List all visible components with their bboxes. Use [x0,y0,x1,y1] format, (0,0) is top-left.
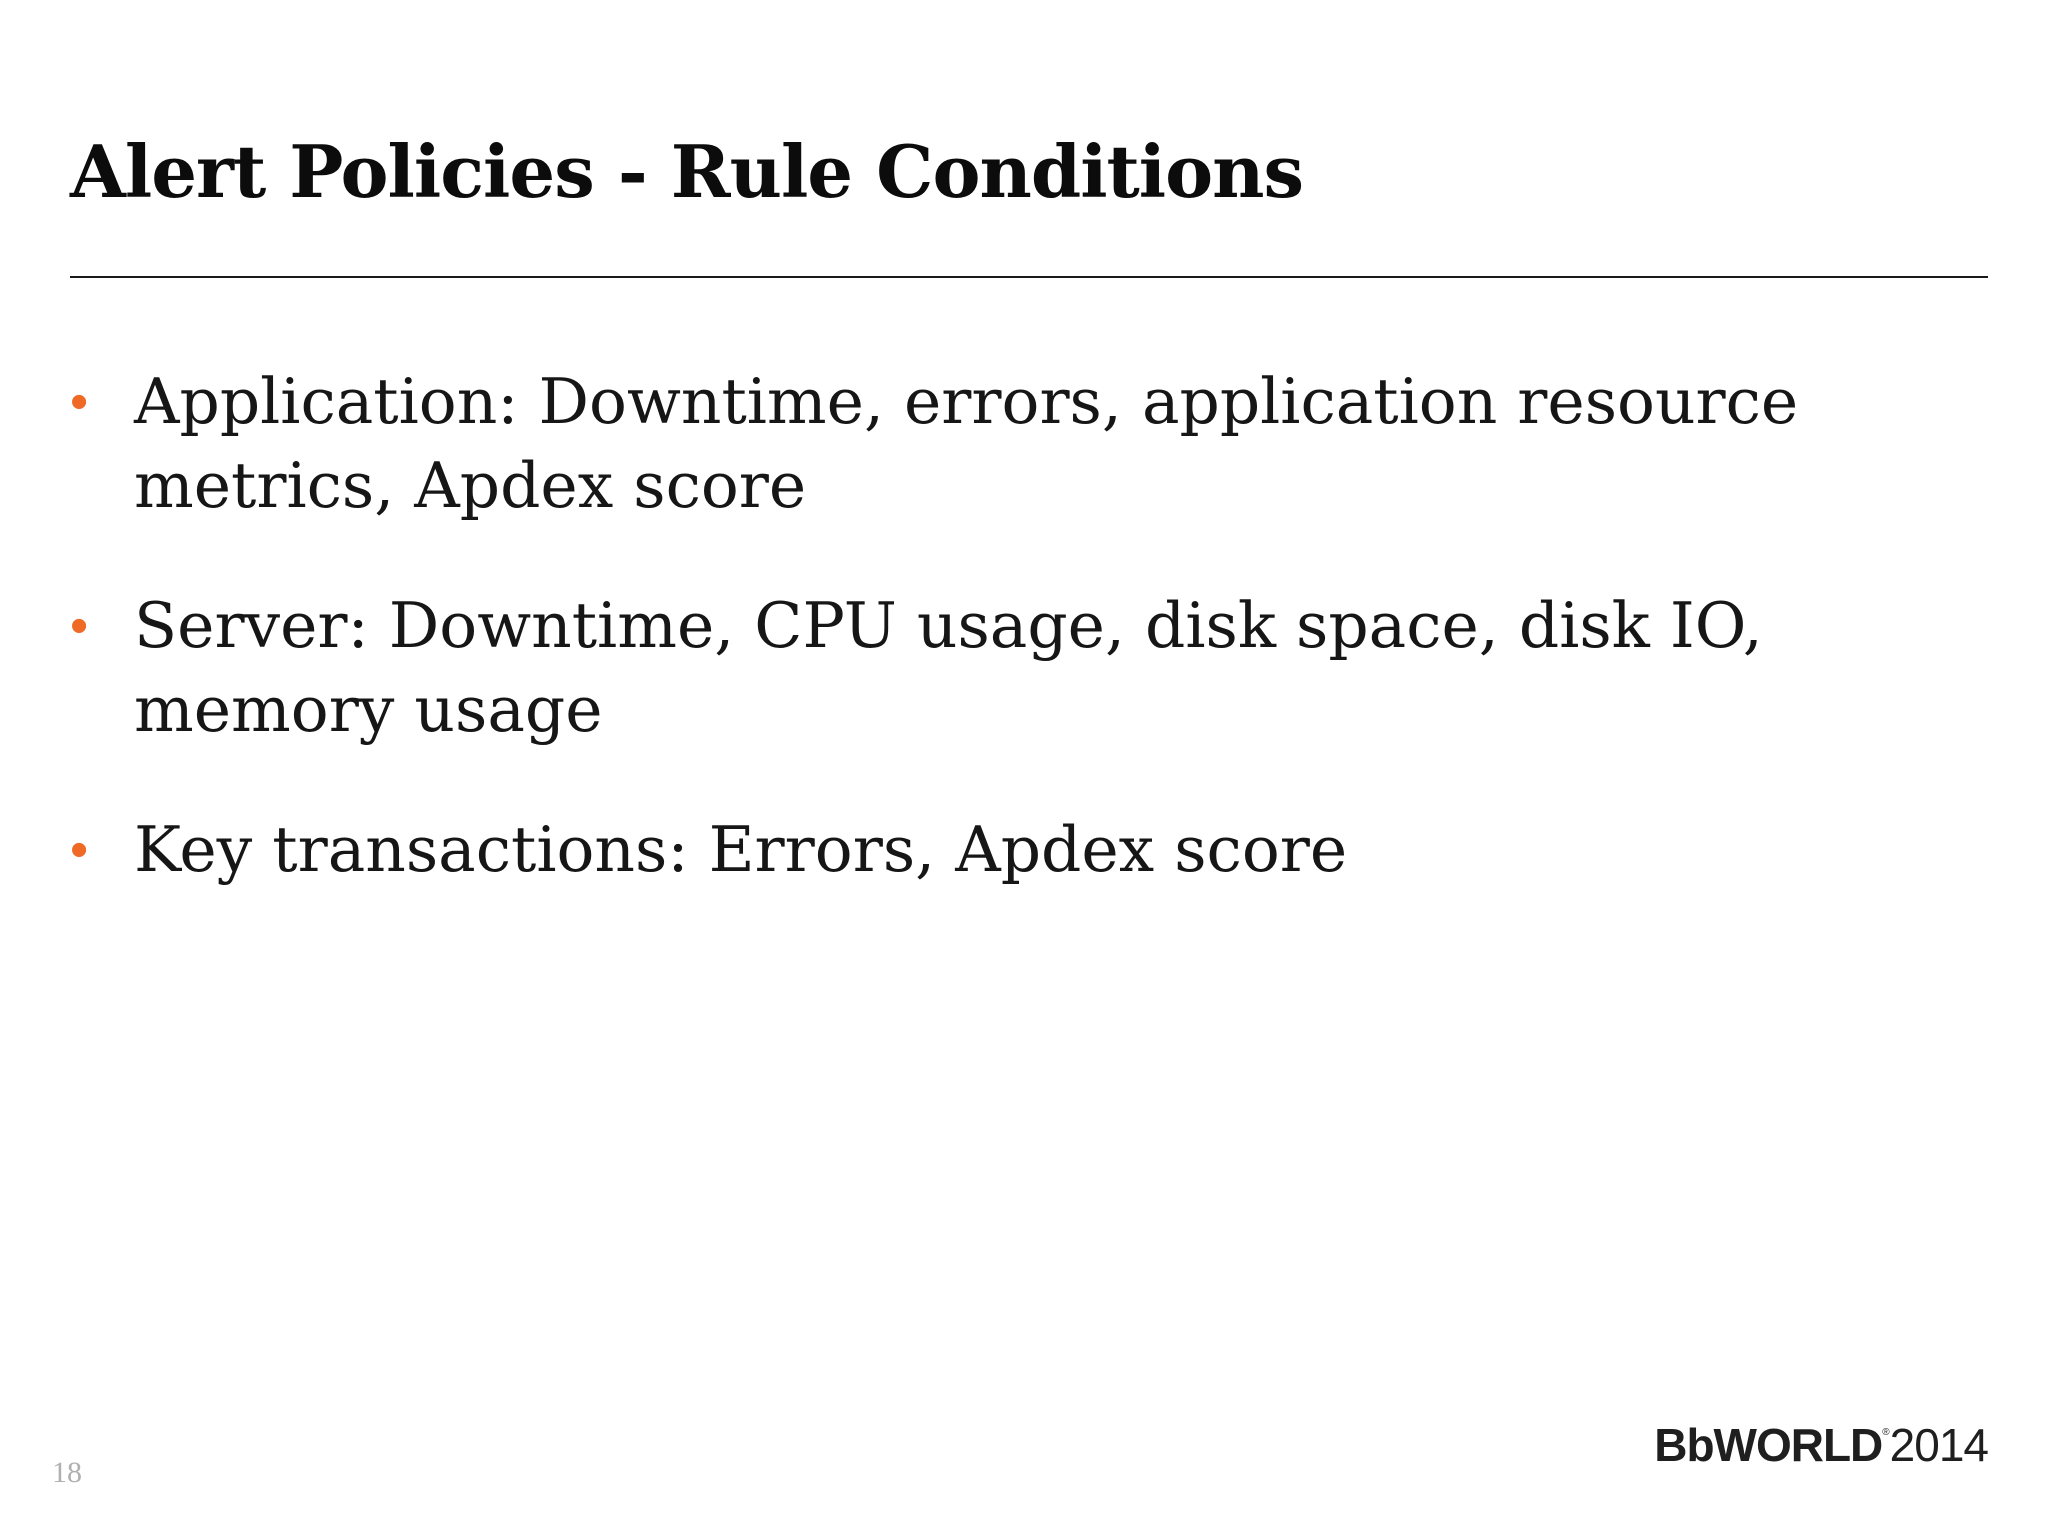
page-number: 18 [52,1456,82,1489]
title-divider [70,276,1988,278]
bullet-text: Server: Downtime, CPU usage, disk space, disk IO, memory usage [134,589,1763,746]
logo-registered-mark: ® [1882,1427,1890,1438]
bullet-item-server [70,584,1950,752]
bullet-icon: • [70,597,89,655]
logo-year: 2014 [1889,1419,1988,1471]
slide-title: Alert Policies - Rule Conditions [70,129,1304,214]
bullet-icon: • [70,373,89,431]
logo-name: BbWORLD [1654,1419,1883,1471]
bbworld-logo [1654,1418,1988,1472]
bullet-icon: • [70,821,89,879]
bullet-item-application [70,360,1950,528]
bullet-text: Application: Downtime, errors, application resource metrics, Apdex score [134,365,1799,522]
bullet-text: Key transactions: Errors, Apdex score [134,813,1348,886]
bullet-list [70,360,1950,948]
bullet-item-key-transactions [70,808,1950,892]
